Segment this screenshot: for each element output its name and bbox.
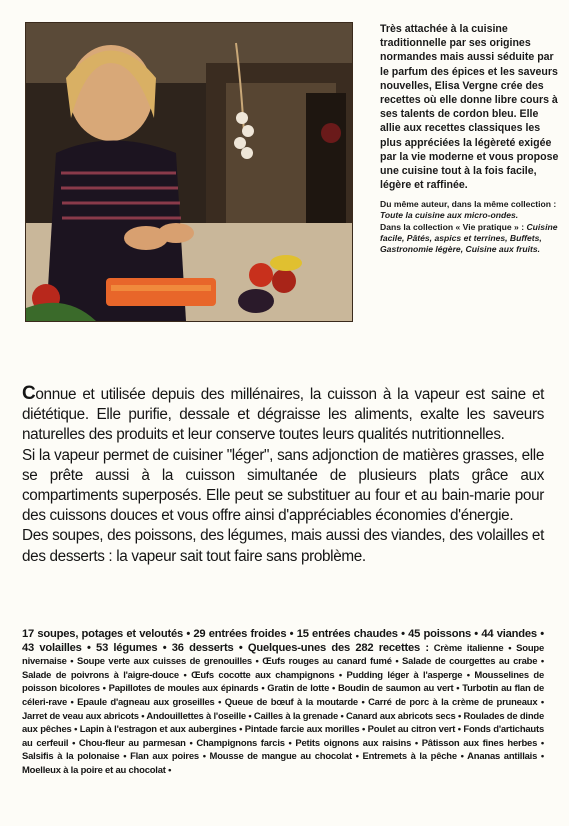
same-author-title: Toute la cuisine aux micro-ondes. (380, 210, 519, 221)
collection-note (380, 222, 560, 255)
author-photo (25, 22, 353, 322)
main-paragraph-2: Si la vapeur permet de cuisiner "léger", sans adjonction de matières grasses, elle se prête aussi à la cuisson simultanée de plusieurs plats grâce aux compartiments superposés. Elle peut se substituer au four et au bain-marie pour des cuissons douces et vous offre ainsi d'appréciables économies d'énergie. (22, 446, 544, 525)
same-author-prefix: Du même auteur, dans la même collection : (380, 199, 557, 210)
collection-titles: Cuisine facile, Pâtés, aspics et terrines, Buffets, Gastronomie légère, Cuisine aux fruits. (380, 222, 558, 255)
main-paragraph-3: Des soupes, des poissons, des légumes, mais aussi des viandes, des volailles et des desserts : la vapeur sait tout faire sans problème. (22, 527, 544, 565)
kitchen-photo-illustration (26, 23, 352, 321)
recipe-list (22, 628, 544, 778)
collection-prefix: Dans la collection « Vie pratique » : (380, 222, 527, 233)
recipe-summary: 17 soupes, potages et veloutés • 29 entrées froides • 15 entrées chaudes • 45 poissons • 44 viandes • 43 volailles • 53 légumes • 36 desserts • Quelques-unes des 282 recettes : (22, 628, 544, 654)
main-text (22, 384, 544, 567)
same-author-note (380, 199, 560, 221)
drop-cap: C (22, 383, 36, 404)
author-notes (380, 199, 560, 255)
author-intro: Très attachée à la cuisine traditionnelle par ses origines normandes mais aussi séduite par le parfum des épices et les saveurs nouvelles, Elisa Vergne crée des recettes où elle donne libre cours à ses talents de cordon bleu. Elle allie aux recettes classiques les plus appréciées la légèreté exigée par la vie moderne et vous propose une cuisine tout à la fois facile, légère et raffinée. (380, 23, 559, 192)
main-paragraph-1 (22, 384, 544, 446)
recipe-examples: Crème italienne • Soupe nivernaise • Soupe verte aux cuisses de grenouilles • Œufs rouges au canard fumé • Salade de courgettes au crabe • Salade de poivrons à l'aigre-douce • Œufs cocotte aux champignons • Pudding léger à l'asperge • Mousselines de poisson bicolores • Papillotes de moules aux épinards • Gratin de lotte • Boudin de saumon au vert • Turbotin au flan de céleri-rave • Epaule d'agneau aux groseilles • Queue de bœuf à la moutarde • Carré de porc à la crème de pruneaux • Jarret de veau aux abricots • Andouillettes à l'oseille • Cailles à la grenade • Canard aux abricots secs • Roulades de dinde aux pêches • Lapin à l'estragon et aux aubergines • Pintade farcie aux morilles • Poulet au citron vert • Fonds d'artichauts au cerfeuil • Chou-fleur au parmesan • Champignons farcis • Petits oignons aux raisins • Pâtisson aux fines herbes • Salsifis à la polonaise • Flan aux poires • Mousse de mangue au chocolat • Entremets à la pêche • Ananas antillais • Moelleux à la poire et au chocolat • (22, 642, 544, 776)
paragraph-1-text: onnue et utilisée depuis des millénaires, la cuisson à la vapeur est saine et diététique. Elle purifie, dessale et dégraisse les aliments, exalte les saveurs naturelles des produits et leur conserve toutes leurs qualités nutritionnelles. (22, 386, 544, 444)
author-sidebar (380, 22, 560, 256)
